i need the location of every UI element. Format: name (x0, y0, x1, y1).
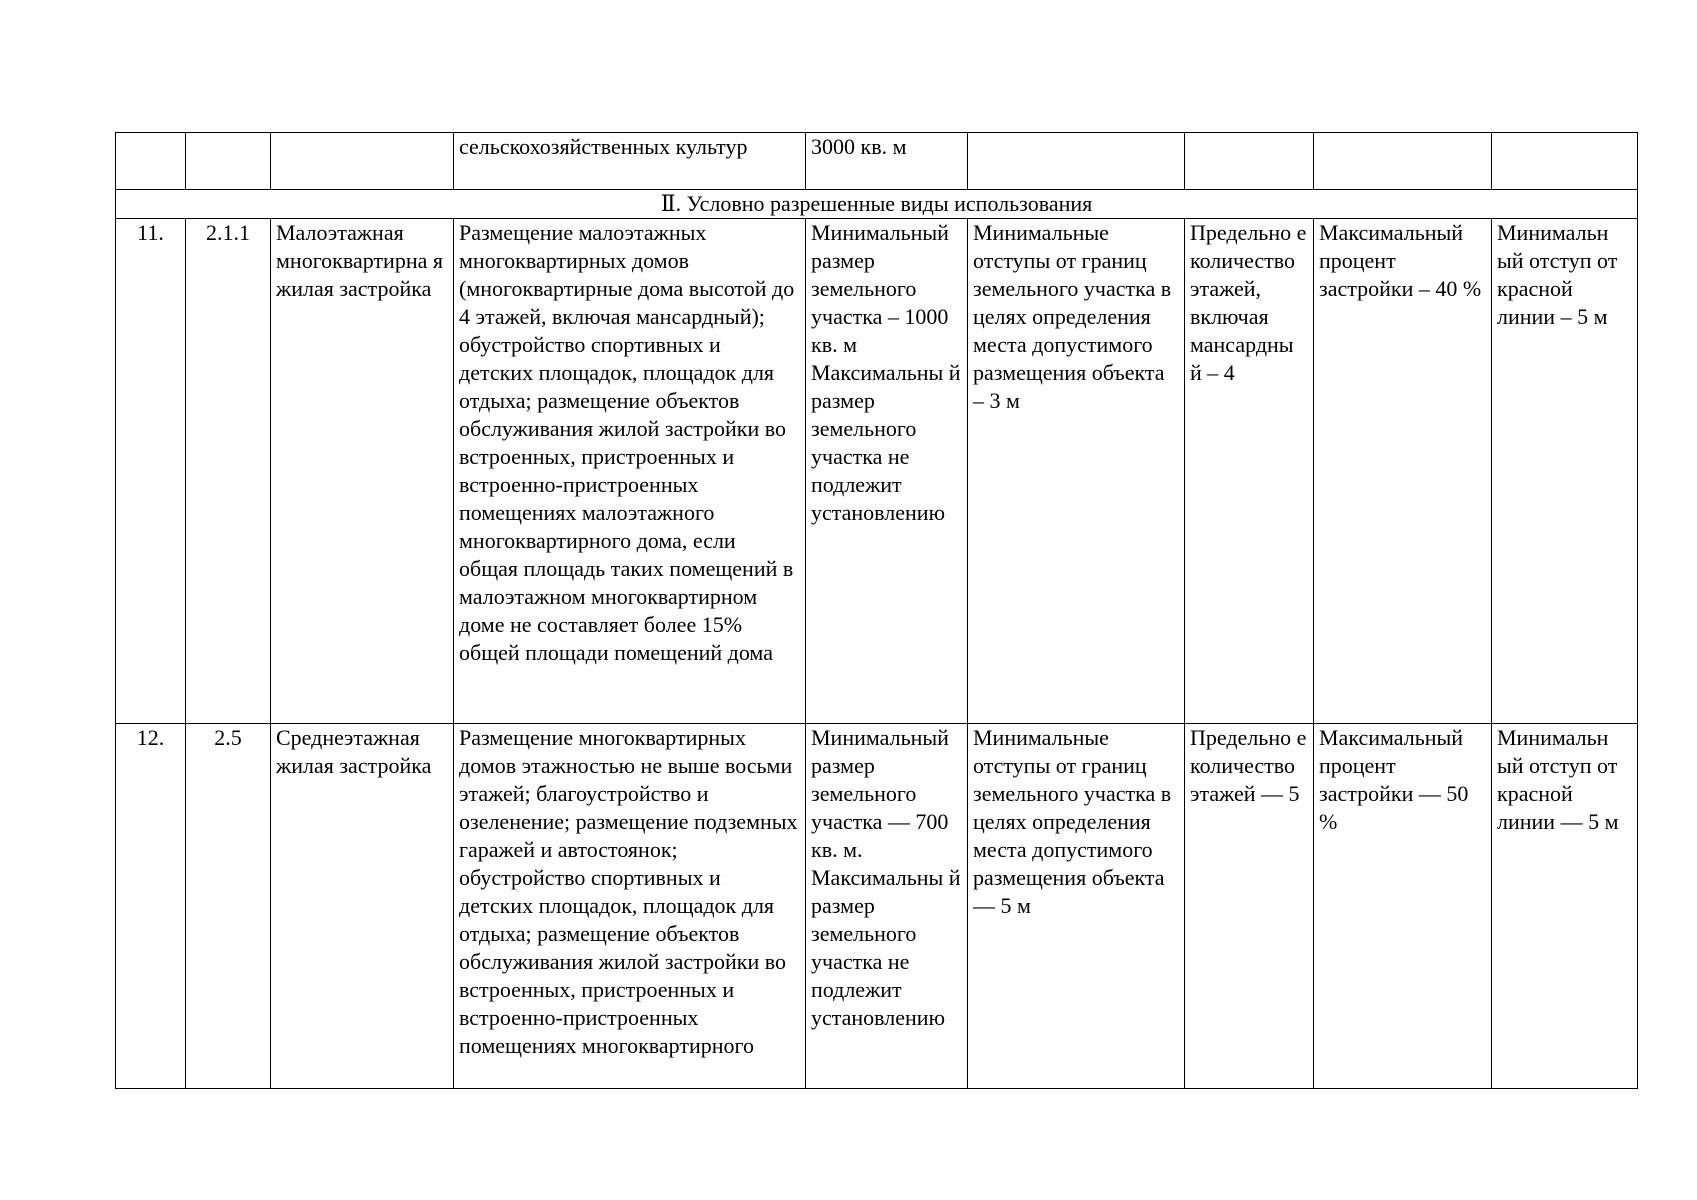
cell-plot-size (806, 724, 968, 1089)
cell-floors (1185, 724, 1314, 1089)
cell-red-line-text: Минимальн ый отступ от красной линии — 5 м (1497, 725, 1619, 834)
cell-empty (186, 133, 271, 190)
section-title: Ⅱ. Условно разрешенные виды использования (116, 190, 1638, 219)
cell-red-line: Минимальн ый отступ от красной линии – 5 м (1492, 219, 1638, 724)
cell-empty (271, 133, 454, 190)
cell-empty (1314, 133, 1492, 190)
cell-description: Размещение малоэтажных многоквартирных домов (многоквартирные дома высотой до 4 этажей, включая мансардный); обустройство спортивных и детских площадок, площадок для отдыха; размещение объектов обслуживания жилой застройки во встроенных, пристроенных и встроенно-пристроенных помещениях малоэтажного многоквартирного дома, если общая площадь таких помещений в малоэтажном многоквартирном доме не составляет более 15% общей площади помещений дома (454, 219, 806, 724)
cell-plot-size-text: Минимальный размер земельного участка — 700 кв. м. Максимальны й размер земельного участка не подлежит установлению (811, 725, 961, 1030)
cell-plot-size: Минимальный размер земельного участка – 1000 кв. м Максимальны й размер земельного участка не подлежит установлению (806, 219, 968, 724)
cell-coverage-text: Максимальный процент застройки — 50 % (1319, 725, 1469, 834)
cell-empty (1492, 133, 1638, 190)
land-use-table (115, 132, 1638, 1089)
cell-name: Малоэтажная многоквартирна я жилая застройка (271, 219, 454, 724)
cell-floors-text: Предельно е количество этажей — 5 (1190, 725, 1307, 806)
cell-setbacks: Минимальные отступы от границ земельного участка в целях определения места допустимого размещения объекта – 3 м (968, 219, 1185, 724)
cell-setbacks-text: Минимальные отступы от границ земельного участка в целях определения места допустимого размещения объекта — 5 м (973, 725, 1172, 918)
cell-number-text: 12. (136, 725, 165, 750)
cell-name-text: Среднеэтажная жилая застройка (276, 725, 432, 778)
cell-coverage (1314, 724, 1492, 1089)
cell-red-line (1492, 724, 1638, 1089)
cell-empty (116, 133, 186, 190)
cell-name (271, 724, 454, 1089)
cell-code (186, 724, 271, 1089)
cell-code: 2.1.1 (186, 219, 271, 724)
table-row (116, 724, 1638, 1089)
section-header-row (116, 190, 1638, 219)
cell-empty (968, 133, 1185, 190)
table-row (116, 219, 1638, 724)
cell-floors: Предельно е количество этажей, включая мансардны й – 4 (1185, 219, 1314, 724)
cell-empty (1185, 133, 1314, 190)
cell-code-text: 2.5 (214, 725, 242, 750)
table-row-continuation (116, 133, 1638, 190)
cell-description: сельскохозяйственных культур (454, 133, 806, 190)
cell-coverage: Максимальный процент застройки – 40 % (1314, 219, 1492, 724)
cell-number: 11. (116, 219, 186, 724)
cell-description (454, 724, 806, 1089)
cell-plot-size: 3000 кв. м (806, 133, 968, 190)
cell-number (116, 724, 186, 1089)
cell-setbacks (968, 724, 1185, 1089)
cell-description-text: Размещение многоквартирных домов этажностью не выше восьми этажей; благоустройство и озеленение; размещение подземных гаражей и автостоянок; обустройство спортивных и детских площадок, площадок для отдыха; размещение объектов обслуживания жилой застройки во встроенных, пристроенных и встроенно-пристроенных помещениях многоквартирного (459, 725, 798, 1058)
